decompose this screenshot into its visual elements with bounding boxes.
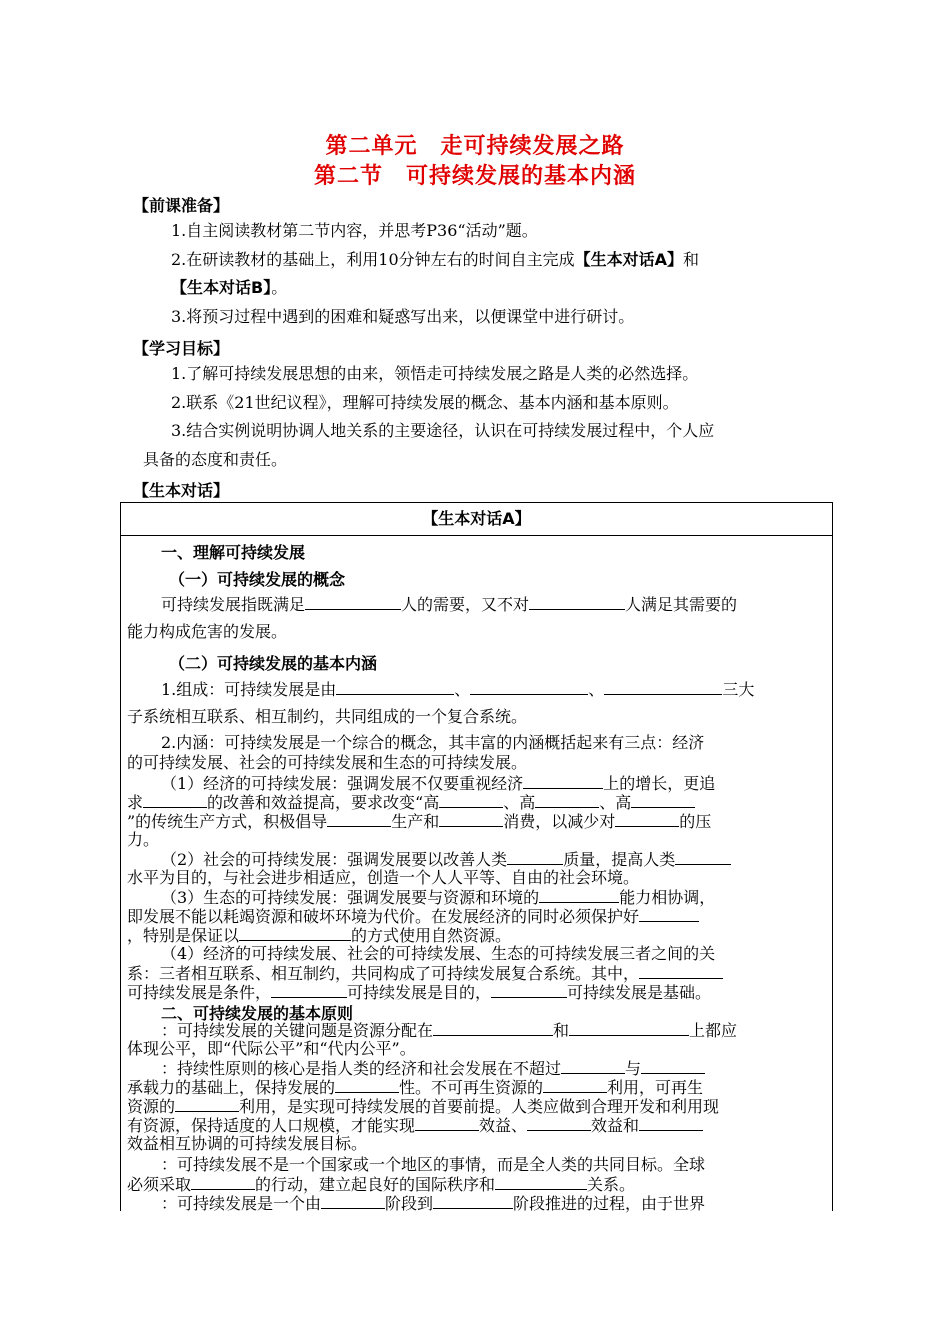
connotation-line-2: 的可持续发展、社会的可持续发展和生态的可持续发展。 [127,753,528,772]
section-1-heading: 一、理解可持续发展 [161,543,306,562]
relation-line-3: 可持续发展是条件， 可持续发展是目的， 可持续发展是基础。 [127,983,712,1002]
fairness-line-1: ：可持续发展的关键问题是资源分配在 和 上都应 [161,1021,738,1040]
unit-title: 第二单元 走可持续发展之路 [325,134,625,159]
sustain-line-3: 资源的 利用，是实现可持续发展的首要前提。人类应做到合理开发和利用现 [127,1097,720,1116]
goal-3: 3.结合实例说明协调人地关系的主要途径，认识在可持续发展过程中，个人应 [171,421,715,440]
goal-2: 2.联系《21世纪议程》，理解可持续发展的概念、基本内涵和基本原则。 [171,393,679,412]
section-title: 第二节 可持续发展的基本内涵 [313,164,636,189]
sustain-line-2: 承载力的基础上，保持发展的 性。不可再生资源的 利用，可再生 [127,1078,704,1097]
sustain-line-1: ：持续性原则的核心是指人类的经济和社会发展在不超过 与 [161,1058,705,1079]
composition-line-1: 1.组成：可持续发展是由 、 、 三大 [161,680,755,699]
economic-line-3: ”的传统生产方式，积极倡导 生产和 消费，以减少对 的压 [127,812,712,831]
dialog-box [120,502,833,1211]
ecology-line-1: （3）生态的可持续发展：强调发展要与资源和环境的 能力相协调， [161,888,716,907]
prep-item-2-cont: 【生本对话B】。 [171,278,288,297]
goal-1: 1.了解可持续发展思想的由来，领悟走可持续发展之路是人类的必然选择。 [171,364,699,383]
economic-line-4: 力。 [127,830,160,849]
common-line-2: 必须采取 的行动，建立起良好的国际秩序和 关系。 [127,1175,636,1194]
sustain-line-4: 有资源，保持适度的人口规模，才能实现 效益、 效益和 [127,1115,703,1136]
prep-item-2: 2.在研读教材的基础上，利用10分钟左右的时间自主完成【生本对话A】和 [171,250,700,269]
concept-line-2: 能力构成危害的发展。 [127,622,288,641]
relation-line-2: 系：三者相互联系、相互制约，共同构成了可持续发展复合系统。其中， [127,963,723,984]
prep-item-3: 3.将预习过程中遇到的困难和疑惑写出来，以便课堂中进行研讨。 [171,307,635,326]
economic-line-1: （1）经济的可持续发展：强调发展不仅要重视经济 上的增长，更追 [161,774,716,793]
relation-line-1: （4）经济的可持续发展、社会的可持续发展、生态的可持续发展三者之间的关 [161,944,716,963]
prep-heading: 【前课准备】 [133,196,230,215]
ecology-line-3: ，特别是保证以 的方式使用自然资源。 [127,926,512,945]
ecology-line-2: 即发展不能以耗竭资源和破坏环境为代价。在发展经济的同时必须保护好 [127,906,699,927]
stage-line-1: ：可持续发展是一个由 阶段到 阶段推进的过程，由于世界 [161,1194,706,1213]
concept-line-1: 可持续发展指既满足 人的需要，又不对 人满足其需要的 [161,595,738,614]
common-line-1: ：可持续发展不是一个国家或一个地区的事情，而是全人类的共同目标。全球 [161,1155,706,1174]
prep-item-1: 1.自主阅读教材第二节内容，并思考P36“活动”题。 [171,221,538,240]
goals-heading: 【学习目标】 [133,339,230,358]
fairness-line-2: 体现公平，即“代际公平”和“代内公平”。 [127,1039,416,1058]
section-1a-heading: （一）可持续发展的概念 [169,570,346,589]
section-1b-heading: （二）可持续发展的基本内涵 [169,654,378,673]
dialog-box-title: 【生本对话A】 [121,503,832,536]
dialog-heading: 【生本对话】 [133,481,230,500]
sustain-line-5: 效益相互协调的可持续发展目标。 [127,1134,368,1153]
composition-line-2: 子系统相互联系、相互制约，共同组成的一个复合系统。 [127,707,528,726]
social-line-2: 水平为目的，与社会进步相适应，创造一个人人平等、自由的社会环境。 [127,868,640,887]
section-2-heading: 二、可持续发展的基本原则 [161,1004,354,1023]
connotation-line-1: 2.内涵：可持续发展是一个综合的概念，其丰富的内涵概括起来有三点：经济 [161,733,705,752]
social-line-1: （2）社会的可持续发展：强调发展要以改善人类 质量，提高人类 [161,849,731,870]
goal-3-cont: 具备的态度和责任。 [143,450,288,469]
economic-line-2: 求 的改善和效益提高，要求改变“高 、高 、高 [127,792,695,813]
